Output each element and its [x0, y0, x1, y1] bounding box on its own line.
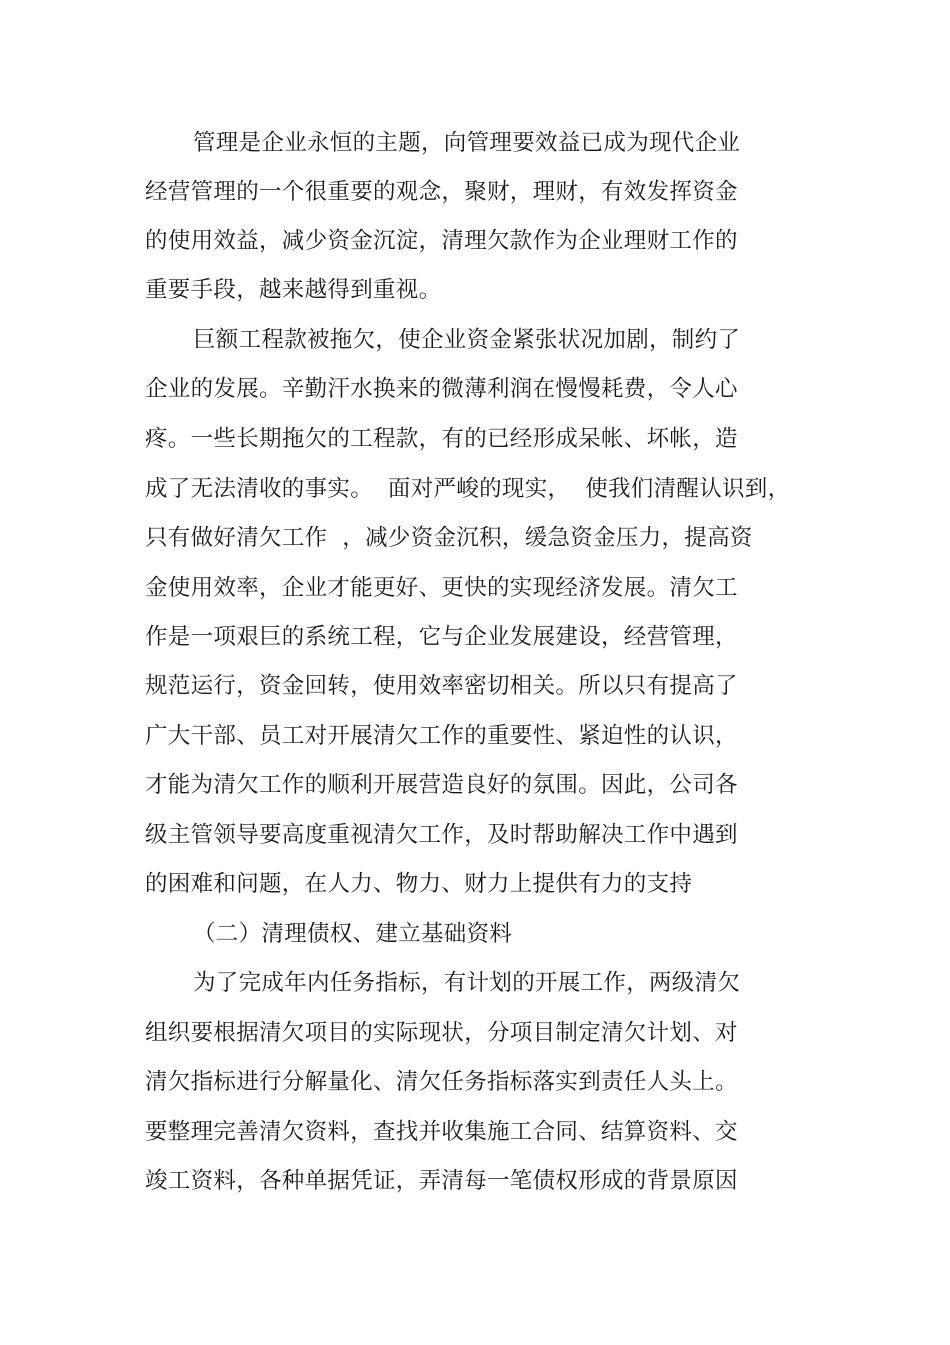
paragraph-3-line-3: 清欠指标进行分解量化、清欠任务指标落实到责任人头上。	[145, 1069, 738, 1095]
paragraph-2-line-7: 作是一项艰巨的系统工程，它与企业发展建设，经营管理，	[145, 624, 738, 650]
paragraph-2-line-10: 才能为清欠工作的顺利开展营造良好的氛围。因此，公司各	[145, 772, 738, 798]
paragraph-2-line-11: 级主管领导要高度重视清欠工作，及时帮助解决工作中遇到	[145, 822, 738, 848]
paragraph-2-line-4: 成了无法清收的事实。 面对严峻的现实， 使我们清醒认识到，	[145, 476, 791, 502]
paragraph-3-line-2: 组织要根据清欠项目的实际现状，分项目制定清欠计划、对	[145, 1020, 738, 1046]
paragraph-2-line-8: 规范运行，资金回转，使用效率密切相关。所以只有提高了	[145, 673, 738, 699]
paragraph-2-line-9: 广大干部、员工对开展清欠工作的重要性、紧迫性的认识，	[145, 723, 738, 749]
section-heading: （二）清理债权、建立基础资料	[193, 921, 513, 947]
paragraph-2-line-6: 金使用效率，企业才能更好、更快的实现经济发展。清欠工	[145, 575, 738, 601]
paragraph-2-line-1: 巨额工程款被拖欠，使企业资金紧张状况加剧，制约了	[193, 327, 741, 353]
paragraph-3-line-5: 竣工资料，各种单据凭证，弄清每一笔债权形成的背景原因	[145, 1168, 738, 1194]
paragraph-1-line-1: 管理是企业永恒的主题，向管理要效益已成为现代企业	[193, 130, 741, 156]
paragraph-1-line-2: 经营管理的一个很重要的观念，聚财，理财，有效发挥资金	[145, 179, 738, 205]
paragraph-1-line-3: 的使用效益，减少资金沉淀，清理欠款作为企业理财工作的	[145, 228, 738, 254]
paragraph-3-line-4: 要整理完善清欠资料，查找并收集施工合同、结算资料、交	[145, 1119, 738, 1145]
paragraph-2-line-12: 的困难和问题，在人力、物力、财力上提供有力的支持	[145, 871, 693, 897]
paragraph-1-line-4: 重要手段，越来越得到重视。	[145, 277, 442, 303]
paragraph-3-line-1: 为了完成年内任务指标，有计划的开展工作，两级清欠	[193, 970, 741, 996]
paragraph-2-line-5: 只有做好清欠工作 ，减少资金沉积，缓急资金压力，提高资	[145, 525, 753, 551]
paragraph-2-line-2: 企业的发展。辛勤汗水换来的微薄利润在慢慢耗费，令人心	[145, 376, 738, 402]
paragraph-2-line-3: 疼。一些长期拖欠的工程款，有的已经形成呆帐、坏帐，造	[145, 426, 738, 452]
